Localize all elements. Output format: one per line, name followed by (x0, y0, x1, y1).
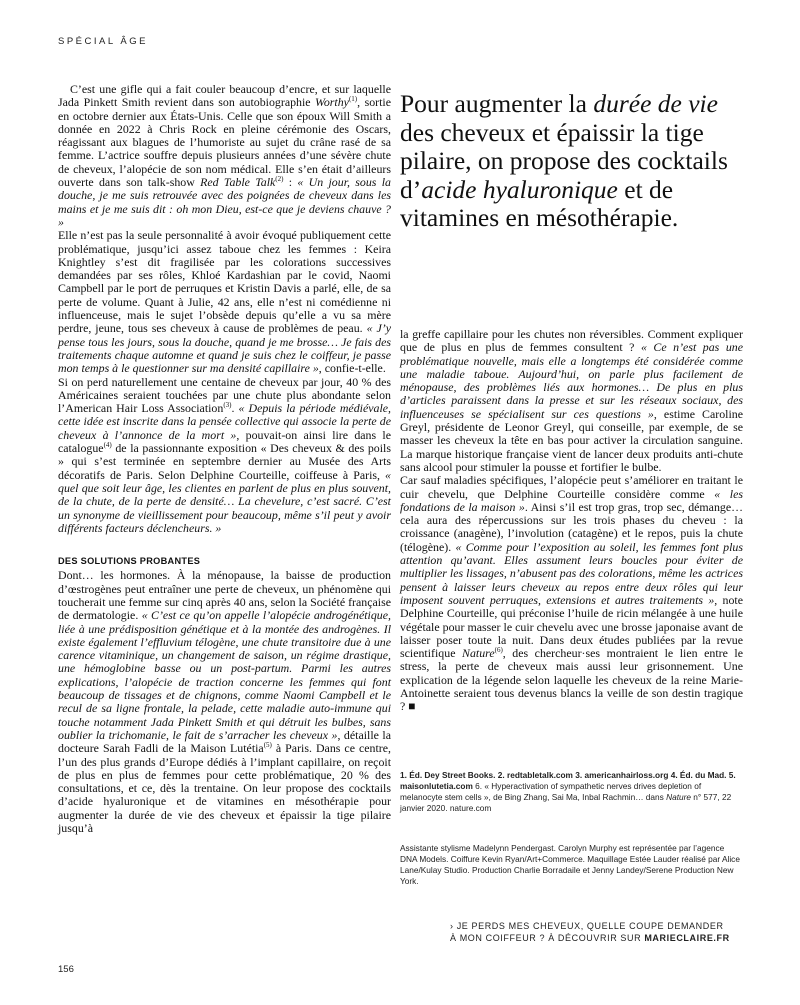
footnote-ref: (5) (263, 741, 272, 750)
note-6-journal: Nature (666, 792, 691, 802)
text-run: Pour augmenter la (400, 89, 594, 118)
right-column (400, 328, 743, 714)
left-column (58, 83, 391, 835)
quote: « Ce n’est pas une problématique nouvelle, mais elle a longtemps été considérée comme une maladie taboue. Aujourd’hui, on parle plus facilement de ménopause, des problèmes liés aux hormones… De plus en plus d’articles paraissent dans la presse et sur les réseaux sociaux, des influenceuses se spécialisent sur ces questions » (400, 340, 743, 421)
paragraph (58, 569, 391, 835)
footnote-ref: (6) (494, 646, 503, 655)
paragraph (58, 229, 391, 375)
quote: « C’est ce qu’on appelle l’alopécie androgénétique, liée à une prédisposition génétique et à la montée des androgènes. Il existe également l’effluvium télogène, une chute transitoire due à une carence vitaminique, un changement de saison, un régime drastique, une hémoglobine basse ou un post-partum. Parmi les autres explications, l’alopécie de traction concerne les femmes qui font beaucoup de tissages et de chignons, comme Naomi Campbell et le recul de sa ligne frontale, la pelade, cette maladie auto-immune qui touche notamment Jada Pinkett Smith et qui détruit les bulbes, sans oublier la trichomanie, le fait de s’arracher les cheveux » (58, 608, 391, 742)
note-1: 1. Éd. Dey Street Books. (400, 770, 498, 780)
quote: « les fondations de la maison » (400, 486, 743, 514)
footnote-ref: (4) (103, 441, 112, 450)
text-run: durée de vie (593, 89, 718, 118)
text-run: la greffe capillaire pour les chutes non réversibles. Comment expliquer que de plus en plus de femmes consultent ? (400, 327, 743, 355)
text-run: Car sauf maladies spécifiques, l’alopécie peut s’améliorer en traitant le cuir chevelu, que Delphine Courteille considère comme (400, 473, 743, 501)
quote: « Depuis la période médiévale, cette idée est inscrite dans la pensée collective qui associe la perte de cheveux à l’annonce de la mort » (58, 401, 392, 442)
text-run: : (283, 175, 298, 190)
subheading: DES SOLUTIONS PROBANTES (58, 556, 201, 567)
text-run: acide hyaluronique (421, 174, 618, 204)
quote: « J’y pense tous les jours, sous la douche, quand je me brosse… Je fais des traitements chaque automne et quand je suis chez le coiffeur, je passe mon temps à le questionner sur ma densité capillaire » (58, 321, 391, 376)
footnote-ref: (3) (223, 401, 232, 410)
web-teaser-line1: › JE PERDS MES CHEVEUX, QUELLE COUPE DEMANDER (450, 921, 724, 931)
text-run: C’est une gifle qui a fait couler beaucoup d’encre, et sur laquelle Jada Pinkett Smith revient dans son autobiographie (58, 82, 391, 110)
paragraph (58, 376, 391, 536)
quote: « quel que soit leur âge, les clientes en parlent de plus en plus souvent, de la chute, de la perte de densité… La chevelure, c’est sacré. C’est un synonyme de vieillissement pour beaucoup, même s’il peut y avoir différents facteurs déclencheurs. » (58, 467, 391, 535)
quote: « Comme pour l’exposition au soleil, les femmes font plus attention qu’avant. Elles assument leurs boucles pour éviter de multiplier les lissages, n’abusent pas des colorations, même les actrices pensent à laisser leurs cheveux au repos entre deux rôles qui leur imposent souvent perruques, extensions et autres traitements » (400, 539, 743, 607)
note-2: 2. redtabletalk.com (497, 770, 576, 780)
page-number: 156 (58, 964, 74, 975)
section-rubric: SPÉCIAL ÂGE (58, 36, 148, 47)
note-4: 4. Éd. du Mad. (670, 770, 729, 780)
text-run: , estime Caroline Greyl, présidente de Leonor Greyl, qui conseille, par exemple, de se masser les cheveux la tête en bas pour activer la circulation sanguine. La marque historique française vient de lancer deux produits anti-chute sans alcool pour stimuler la pousse et fortifier le bulbe. (400, 406, 744, 474)
note-6-end: n° 577, 22 janvier 2020. nature.com (400, 792, 732, 813)
web-teaser (450, 920, 750, 944)
text-run: À MON COIFFEUR ? À DÉCOUVRIR SUR (450, 933, 645, 943)
text-run: et de vitamines en mésothérapie. (400, 174, 679, 232)
footnote-ref: (1) (348, 95, 358, 104)
text-run: Dont… les hormones. À la ménopause, la baisse de production d’œstrogènes peut entraîner une perte de cheveux, un phénomène qui toucherait une femme sur cinq après 40 ans, selon la Société française de dermatologie. (58, 568, 391, 623)
text-run: , sortie en octobre dernier aux États-Unis. Celle que son époux Will Smith a donnée en 2022 à Chris Rock en pleine cérémonie des Oscars, réagissant aux blagues de l’humoriste au sujet du crâne rasé de sa femme. L’actrice souffre depuis plusieurs années d’une sévère chute de cheveux, l’alopécie de son nom médical. Elle s’en était d’ailleurs ouverte dans son talk-show (58, 95, 391, 190)
paragraph-intro (58, 83, 391, 229)
pull-quote (400, 90, 745, 233)
text-run: des cheveux et épaissir la tige pilaire, on propose des cocktails d’ (400, 117, 728, 204)
text-run: Elle n’est pas la seule personnalité à avoir évoqué publiquement cette problématique, jusqu’ici assez taboue chez les femmes : Keira Knightley s’est dit fragilisée par les colorations successives demandées par ses rôles, Khloé Kardashian par le covid, Naomi Campbell par le port de perruques et Kristin Davis a parlé, elle, de sa perte de volume. Quant à Julie, 42 ans, elle n’est ni comédienne ni influenceuse, mais le sujet l’obsède depuis qu’elle a vu sa mère perdre, jeune, tous ses cheveux à cause de problèmes de peau. (58, 228, 391, 336)
text-run: , détaille la docteure Sarah Fadli de la Maison Lutétia (58, 727, 391, 756)
book-title: Worthy (315, 95, 349, 110)
note-5: 5. maisonlutetia.com (400, 770, 736, 791)
photo-credits: Assistante stylisme Madelynn Pendergast. Carolyn Murphy est représentée par l’agence DNA Models. Coiffure Kevin Ryan/Art+Commerce. Maquillage Estée Lauder réalisé par Alice Lane/Kulay Studio. Production Charlie Borradaile et Jenny Landey/Serene Production New York. (400, 843, 740, 886)
end-mark-icon: ■ (408, 699, 416, 714)
text-run: , pouvait-on ainsi lire dans le catalogue (58, 427, 391, 456)
note-6: 6. « Hyperactivation of sympathetic nerves drives depletion of melanocyte stem cells », de Bing Zhang, Sai Ma, Inbal Rachmin… dans (400, 781, 702, 802)
quote: « Un jour, sous la douche, je me suis retrouvée avec des poignées de cheveux dans les mains et je me suis dit : oh mon Dieu, est-ce que je deviens chauve ? » (58, 175, 391, 229)
text-run: . (231, 401, 239, 416)
footnote-ref: (2) (275, 175, 284, 184)
text-run: Si on perd naturellement une centaine de cheveux par jour, 40 % des Américaines seraient touchées par une chute plus abondante selon l’American Hair Loss Association (58, 374, 391, 416)
note-3: 3. americanhairloss.org (575, 770, 671, 780)
text-run: , note Delphine Courteille, qui préconise l’huile de ricin mélangée à une huile végétale pour masser le cuir chevelu avec une brosse japonaise avant de laisser poser toute la nuit. Dans deux études publiées par la revue scientifique (400, 592, 743, 661)
journal-title: Nature (462, 646, 495, 661)
footnotes (400, 770, 743, 814)
text-run: , confie-t-elle. (318, 361, 386, 376)
text-run: de la passionnante exposition « Des cheveux & des poils » qui s’est terminée en septembre dernier au Musée des Arts décoratifs de Paris. Selon Delphine Courteille, coiffeuse à Paris, (58, 441, 391, 482)
show-title: Red Table Talk (200, 175, 276, 190)
site-link[interactable]: MARIECLAIRE.FR (644, 933, 730, 943)
paragraph (400, 328, 743, 474)
paragraph (400, 474, 743, 713)
text-run: . Ainsi s’il est trop gras, trop sec, démange… cela aura des répercussions sur les trois phases du cheveu : la croissance (anagène), l’involution (catagène) et le repos, puis la chute (télogène). (400, 499, 743, 554)
web-teaser-line2 (450, 932, 750, 944)
text-run: , des chercheur·ses montraient le lien entre le stress, la perte de cheveux mais aussi leur grisonnement. Une explication de la légende selon laquelle les cheveux de la reine Marie- Antoinette seraient tous devenus blancs la veille de son destin tragique ? (400, 646, 743, 714)
text-run: à Paris. Dans ce centre, l’un des plus grands d’Europe dédiés à l’implant capillaire, on reçoit de plus en plus de femmes pour cette problématique, 20 % des consultations, et ce, dès la trentaine. On leur propose des cocktails d’acide hyaluronique et de vitamines en mésothérapie pour augmenter la durée de vie des cheveux et épaissir la tige pilaire jusqu’à (58, 741, 391, 836)
